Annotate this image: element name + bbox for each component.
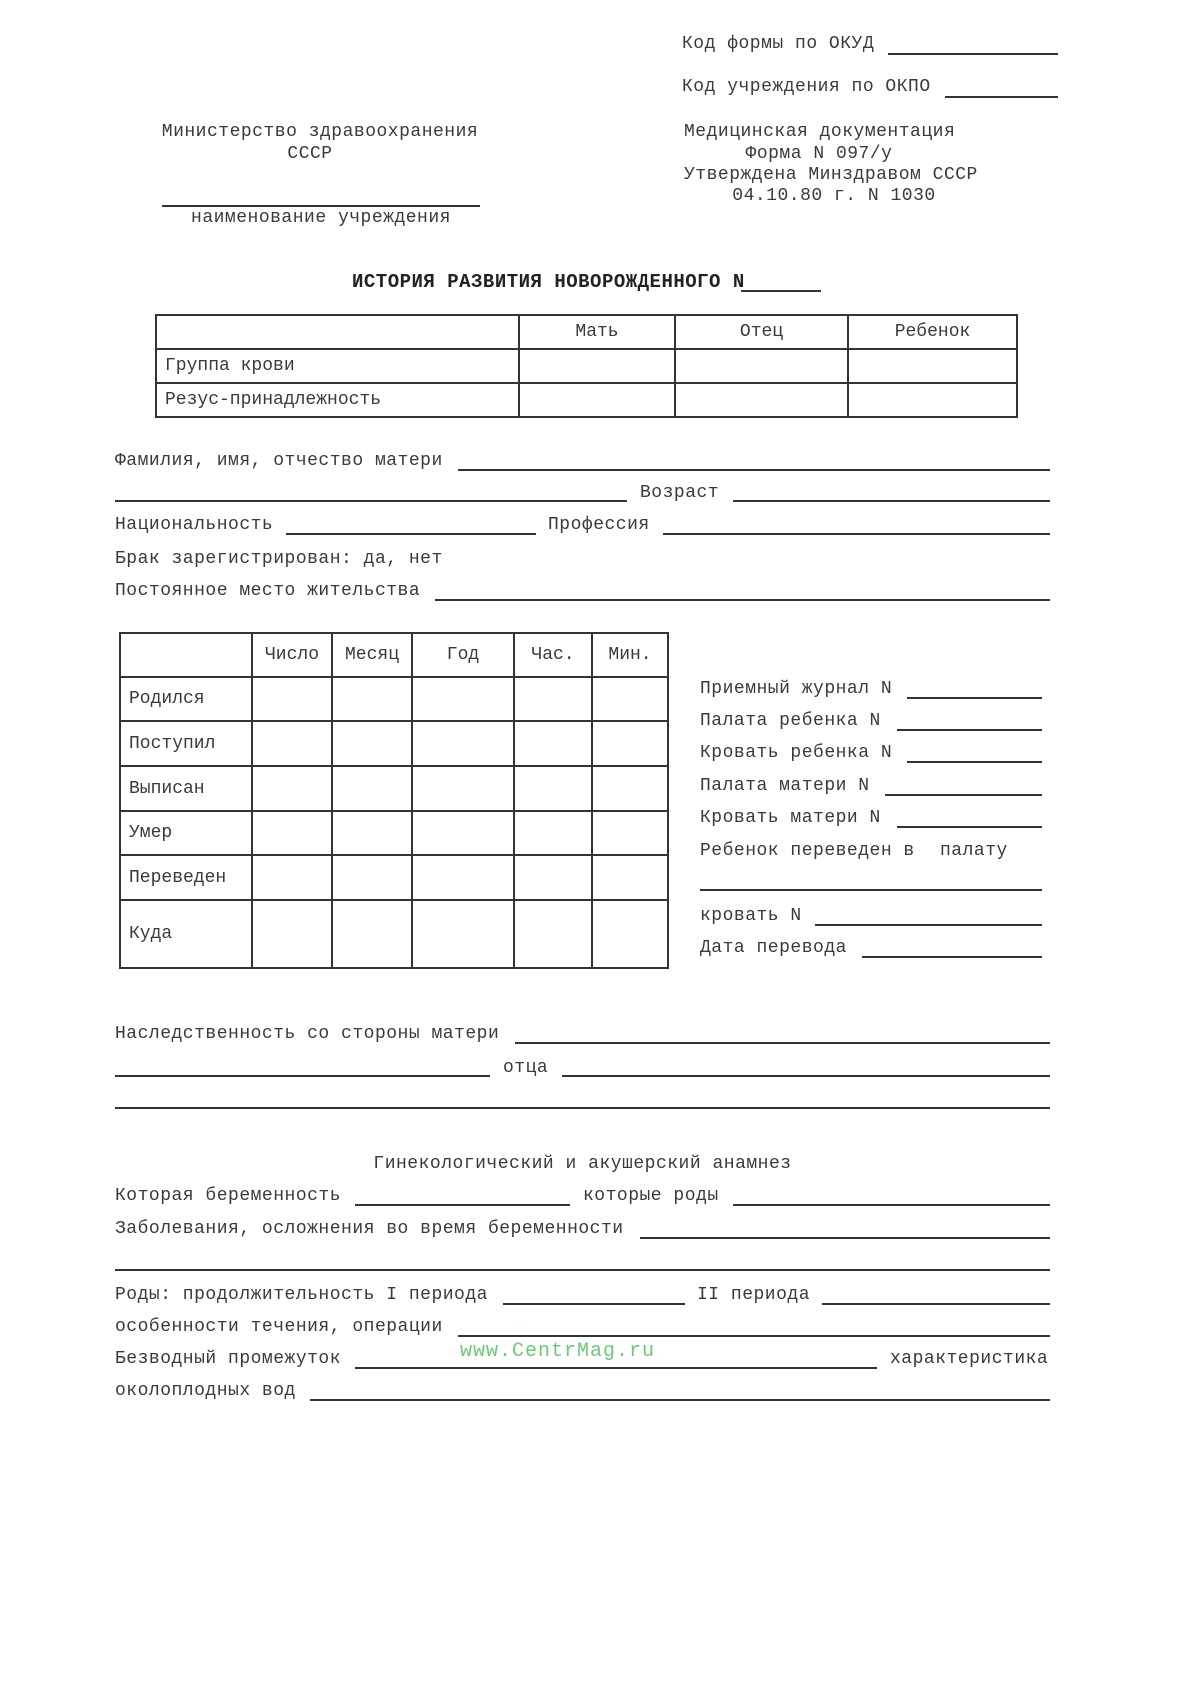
- dates-row-admitted: Поступил: [120, 721, 252, 766]
- date-cell[interactable]: [592, 677, 668, 721]
- age-label: Возраст: [640, 483, 720, 503]
- age-field[interactable]: [733, 500, 1050, 502]
- journal-label: Приемный журнал N: [700, 679, 893, 699]
- date-cell[interactable]: [332, 811, 412, 855]
- date-cell[interactable]: [412, 766, 514, 811]
- dates-row-where: Куда: [120, 900, 252, 968]
- blood-row-group: Группа крови: [156, 349, 519, 383]
- blood-cell[interactable]: [848, 349, 1017, 383]
- second-period-field[interactable]: [822, 1303, 1050, 1305]
- transferred-ward-label: палату: [940, 841, 1008, 861]
- residence-label: Постоянное место жительства: [115, 581, 421, 601]
- date-cell[interactable]: [514, 766, 592, 811]
- dates-row-transferred: Переведен: [120, 855, 252, 900]
- date-cell[interactable]: [592, 766, 668, 811]
- anhydrous-field[interactable]: [355, 1367, 877, 1369]
- blood-table: [155, 314, 1018, 418]
- dates-col-minute: Мин.: [592, 633, 668, 677]
- blood-col-mother: Мать: [519, 315, 675, 349]
- dates-col-year: Год: [412, 633, 514, 677]
- heredity-father-field[interactable]: [562, 1075, 1050, 1077]
- diseases-field-2[interactable]: [115, 1269, 1050, 1271]
- history-number-field[interactable]: [741, 290, 821, 292]
- blood-cell[interactable]: [675, 383, 848, 417]
- nationality-label: Национальность: [115, 515, 274, 535]
- pregnancy-field[interactable]: [355, 1204, 570, 1206]
- mother-bed-label: Кровать матери N: [700, 808, 881, 828]
- mother-fio-field-2[interactable]: [115, 500, 627, 502]
- course-field[interactable]: [458, 1335, 1050, 1337]
- marriage-label: Брак зарегистрирован: да, нет: [115, 549, 443, 569]
- heredity-extra-field[interactable]: [115, 1107, 1050, 1109]
- diseases-label: Заболевания, осложнения во время беременности: [115, 1219, 624, 1239]
- dates-table: [119, 632, 669, 969]
- anamnesis-heading: Гинекологический и акушерский анамнез: [373, 1154, 792, 1174]
- mother-ward-field[interactable]: [885, 794, 1042, 796]
- labor-label: Роды: продолжительность I периода: [115, 1285, 488, 1305]
- form-number: Форма N 097/у: [745, 144, 893, 164]
- heredity-father-label: отца: [503, 1058, 549, 1078]
- course-label: особенности течения, операции: [115, 1317, 443, 1337]
- okpo-field[interactable]: [945, 96, 1058, 98]
- child-ward-label: Палата ребенка N: [700, 711, 881, 731]
- dates-row-died: Умер: [120, 811, 252, 855]
- date-cell[interactable]: [332, 677, 412, 721]
- waters-label: околоплодных вод: [115, 1381, 296, 1401]
- approval-line: Утверждена Минздравом СССР: [684, 165, 978, 185]
- watermark: www.CentrMag.ru: [460, 1340, 656, 1363]
- blood-cell[interactable]: [519, 383, 675, 417]
- dates-table-corner: [120, 633, 252, 677]
- date-cell[interactable]: [332, 855, 412, 900]
- residence-field[interactable]: [435, 599, 1050, 601]
- date-cell[interactable]: [514, 855, 592, 900]
- anhydrous-label: Безводный промежуток: [115, 1349, 342, 1369]
- bed-field[interactable]: [815, 924, 1042, 926]
- bed-label: кровать N: [700, 906, 802, 926]
- ministry-country: СССР: [287, 144, 333, 164]
- date-cell[interactable]: [252, 900, 332, 968]
- okpo-label: Код учреждения по ОКПО: [682, 77, 931, 97]
- dates-row-discharged: Выписан: [120, 766, 252, 811]
- waters-field[interactable]: [310, 1399, 1050, 1401]
- pregnancy-label: Которая беременность: [115, 1186, 342, 1206]
- date-cell[interactable]: [252, 766, 332, 811]
- child-ward-field[interactable]: [897, 729, 1042, 731]
- transferred-ward-field[interactable]: [700, 889, 1042, 891]
- date-cell[interactable]: [332, 721, 412, 766]
- date-cell[interactable]: [592, 855, 668, 900]
- child-bed-field[interactable]: [907, 761, 1042, 763]
- mother-fio-label: Фамилия, имя, отчество матери: [115, 451, 443, 471]
- date-cell[interactable]: [332, 766, 412, 811]
- okud-label: Код формы по ОКУД: [682, 34, 875, 54]
- dates-col-day: Число: [252, 633, 332, 677]
- mother-ward-label: Палата матери N: [700, 776, 870, 796]
- blood-cell[interactable]: [675, 349, 848, 383]
- births-label: которые роды: [583, 1186, 719, 1206]
- blood-col-father: Отец: [675, 315, 848, 349]
- ministry-name: Министерство здравоохранения: [161, 122, 479, 142]
- date-cell[interactable]: [252, 677, 332, 721]
- meddoc-line1: Медицинская документация: [684, 122, 956, 142]
- dates-col-month: Месяц: [332, 633, 412, 677]
- diseases-field[interactable]: [640, 1237, 1050, 1239]
- profession-field[interactable]: [663, 533, 1050, 535]
- okud-field[interactable]: [888, 53, 1058, 55]
- date-cell[interactable]: [592, 811, 668, 855]
- blood-col-child: Ребенок: [848, 315, 1017, 349]
- nationality-field[interactable]: [286, 533, 536, 535]
- institution-caption: наименование учреждения: [191, 208, 451, 228]
- transfer-date-label: Дата перевода: [700, 938, 847, 958]
- blood-table-corner: [156, 315, 519, 349]
- date-cell[interactable]: [592, 900, 668, 968]
- approval-date: 04.10.80 г. N 1030: [732, 186, 936, 206]
- date-cell[interactable]: [252, 855, 332, 900]
- mother-fio-field[interactable]: [458, 469, 1050, 471]
- births-field[interactable]: [733, 1204, 1050, 1206]
- blood-row-rh: Резус-принадлежность: [156, 383, 519, 417]
- journal-field[interactable]: [907, 697, 1042, 699]
- date-cell[interactable]: [592, 721, 668, 766]
- blood-cell[interactable]: [848, 383, 1017, 417]
- first-period-field[interactable]: [503, 1303, 685, 1305]
- blood-cell[interactable]: [519, 349, 675, 383]
- dates-row-born: Родился: [120, 677, 252, 721]
- heredity-mother-label: Наследственность со стороны матери: [115, 1024, 500, 1044]
- mother-bed-field[interactable]: [897, 826, 1042, 828]
- date-cell[interactable]: [412, 721, 514, 766]
- date-cell[interactable]: [412, 900, 514, 968]
- date-cell[interactable]: [514, 721, 592, 766]
- date-cell[interactable]: [514, 811, 592, 855]
- dates-col-hour: Час.: [514, 633, 592, 677]
- heredity-mother-field[interactable]: [515, 1042, 1050, 1044]
- transferred-label: Ребенок переведен в: [700, 841, 915, 861]
- institution-field[interactable]: [162, 205, 480, 207]
- date-cell[interactable]: [412, 855, 514, 900]
- date-cell[interactable]: [412, 811, 514, 855]
- date-cell[interactable]: [252, 721, 332, 766]
- date-cell[interactable]: [332, 900, 412, 968]
- second-period-label: II периода: [697, 1285, 811, 1305]
- heredity-mother-field-2[interactable]: [115, 1075, 490, 1077]
- date-cell[interactable]: [514, 677, 592, 721]
- date-cell[interactable]: [514, 900, 592, 968]
- child-bed-label: Кровать ребенка N: [700, 743, 893, 763]
- page-title: ИСТОРИЯ РАЗВИТИЯ НОВОРОЖДЕННОГО N: [352, 271, 745, 293]
- date-cell[interactable]: [252, 811, 332, 855]
- transfer-date-field[interactable]: [862, 956, 1042, 958]
- profession-label: Профессия: [548, 515, 650, 535]
- date-cell[interactable]: [412, 677, 514, 721]
- characteristic-label: характеристика: [890, 1349, 1049, 1369]
